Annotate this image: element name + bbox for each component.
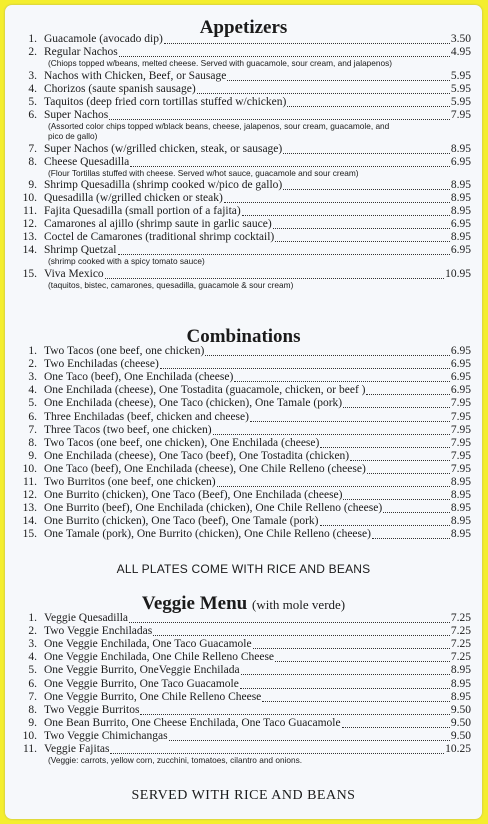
list-item: [17, 612, 471, 625]
item-name: Two Veggie Enchiladas: [44, 625, 153, 638]
item-number: 10.: [22, 729, 37, 742]
list-item: [17, 371, 471, 384]
item-price: 8.95: [450, 489, 471, 502]
item-price: 8.95: [450, 502, 471, 515]
dot-leader: [241, 664, 450, 675]
item-price: 9.50: [450, 716, 471, 729]
dot-leader: [372, 528, 450, 539]
item-description: (Chiops topped w/beans, melted cheese. Served with guacamole, sour cream, and jalapenos): [48, 58, 393, 68]
item-number: 7.: [28, 142, 37, 155]
item-price: 7.95: [450, 410, 471, 423]
item-number: 6.: [28, 677, 37, 690]
item-price: 10.25: [445, 743, 471, 755]
list-item: [17, 515, 471, 528]
item-name: Two Veggie Chimichangas: [44, 729, 168, 742]
item-number: 5.: [28, 397, 37, 410]
item-number: 11.: [23, 205, 37, 217]
item-price: 8.95: [450, 192, 471, 204]
item-price: 5.95: [450, 95, 471, 108]
list-item: [17, 384, 471, 397]
item-line: [44, 704, 471, 717]
item-description: (Assorted color chips topped w/black beans, cheese, jalapenos, sour cream, guacamole, and: [48, 120, 390, 131]
item-description: (Flour Tortillas stuffed with cheese. Served w/hot sauce, guacamole and sour cream): [48, 167, 359, 178]
item-line: [44, 358, 471, 371]
item-line: [44, 638, 471, 651]
item-price: 7.25: [450, 625, 471, 638]
dot-leader: [342, 717, 450, 728]
item-name: Super Nachos (w/grilled chicken, steak, or sausage): [44, 142, 283, 155]
item-name: One Burrito (chicken), One Taco (Beef), One Enchilada (cheese): [44, 489, 343, 502]
dot-leader: [275, 651, 450, 662]
list-item: [17, 489, 471, 502]
item-price: 8.95: [450, 476, 471, 488]
dot-leader: [366, 384, 449, 395]
list-item: [17, 463, 471, 476]
item-number: 7.: [28, 423, 37, 436]
item-line: [44, 345, 471, 358]
item-name: Nachos with Chicken, Beef, or Sausage: [44, 69, 227, 82]
item-line: [44, 231, 471, 244]
item-description: (shrimp cooked with a spicy tomato sauce): [48, 256, 205, 266]
item-number: 4.: [28, 651, 37, 664]
list-item: [17, 651, 471, 664]
item-number: 3.: [28, 638, 37, 651]
item-name: One Tamale (pork), One Burrito (chicken), One Chile Relleno (cheese): [44, 528, 371, 541]
item-line: [44, 651, 471, 664]
item-number: 11.: [23, 476, 37, 488]
item-line: [44, 179, 471, 192]
item-name: Camarones al ajillo (shrimp saute in garlic sauce): [44, 218, 272, 230]
list-item: [17, 691, 471, 704]
item-name: Quesadilla (w/grilled chicken or steak): [44, 192, 223, 204]
item-line: [44, 70, 471, 83]
item-number: 5.: [28, 95, 37, 108]
item-price: 7.25: [450, 651, 471, 664]
item-price: 6.95: [450, 345, 471, 357]
item-name: One Bean Burrito, One Cheese Enchilada, One Taco Guacamole: [44, 716, 341, 729]
item-line: [44, 463, 471, 476]
item-line: [44, 143, 471, 156]
item-name: One Veggie Enchilada, One Taco Guacamole: [44, 638, 252, 651]
list-item: [17, 218, 471, 231]
item-number: 3.: [28, 69, 37, 82]
item-price: 7.95: [450, 397, 471, 410]
footer-note: SERVED WITH RICE AND BEANS: [131, 788, 356, 803]
item-line: [44, 450, 471, 463]
item-line: [44, 411, 471, 424]
dot-leader: [250, 411, 450, 422]
list-item: [17, 743, 471, 756]
list-item: [17, 411, 471, 424]
appetizers-title: Appetizers: [199, 17, 288, 38]
item-name: Three Enchiladas (beef, chicken and cheese): [44, 410, 249, 423]
dot-leader: [217, 476, 450, 487]
item-price: 8.95: [450, 664, 471, 677]
item-price: 9.50: [450, 703, 471, 716]
item-line: [44, 476, 471, 489]
list-item: [17, 179, 471, 192]
item-line: [44, 489, 471, 502]
item-name: Veggie Fajitas: [44, 743, 110, 755]
item-price: 6.95: [450, 218, 471, 230]
item-price: 7.25: [450, 638, 471, 651]
item-price: 8.95: [450, 690, 471, 703]
item-price: 6.95: [450, 155, 471, 168]
plates-note: ALL PLATES COME WITH RICE AND BEANS: [116, 562, 371, 576]
item-name: One Enchilada (cheese), One Taco (beef), One Tostadita (chicken): [44, 449, 350, 462]
item-line: [44, 397, 471, 410]
item-name: One Taco (beef), One Enchilada (cheese), One Chile Relleno (cheese): [44, 462, 366, 475]
item-name: Shrimp Quesadilla (shrimp cooked w/pico de gallo): [44, 179, 283, 191]
item-number: 3.: [28, 371, 37, 384]
dot-leader: [213, 424, 450, 435]
dot-leader: [205, 345, 449, 356]
item-price: 9.50: [450, 729, 471, 742]
item-number: 5.: [28, 664, 37, 677]
item-line: [44, 678, 471, 691]
item-price: 8.95: [450, 528, 471, 541]
dot-leader: [169, 730, 450, 741]
menu-card: [5, 5, 482, 819]
dot-leader: [109, 109, 450, 120]
item-line: [44, 515, 471, 528]
list-item: [17, 358, 471, 371]
item-price: 8.95: [450, 142, 471, 155]
item-name: One Enchilada (cheese), One Taco (chicken), One Tamale (pork): [44, 397, 343, 410]
list-item: [17, 664, 471, 677]
dot-leader: [105, 268, 444, 279]
list-item: [17, 717, 471, 730]
dot-leader: [197, 83, 450, 94]
item-number: 6.: [28, 108, 37, 121]
item-price: 6.95: [450, 358, 471, 371]
list-item: [17, 33, 471, 46]
dot-leader: [287, 96, 450, 107]
item-name: Guacamole (avocado dip): [44, 33, 163, 45]
item-line: [44, 83, 471, 96]
item-price: 7.95: [450, 449, 471, 462]
dot-leader: [118, 244, 450, 255]
list-item: [17, 625, 471, 638]
item-number: 9.: [28, 449, 37, 462]
item-name: Taquitos (deep fried corn tortillas stuffed w/chicken): [44, 95, 287, 108]
item-name: Fajita Quesadilla (small portion of a fajita): [44, 205, 241, 217]
list-item: [17, 678, 471, 691]
item-line: [44, 625, 471, 638]
item-name: One Burrito (chicken), One Taco (beef), One Tamale (pork): [44, 515, 319, 528]
item-number: 13.: [22, 231, 37, 243]
item-line: [44, 502, 471, 515]
list-item: [17, 424, 471, 437]
item-line: [44, 691, 471, 704]
dot-leader: [253, 638, 450, 649]
item-number: 10.: [22, 462, 37, 475]
dot-leader: [164, 33, 450, 44]
dot-leader: [283, 179, 450, 190]
item-price: 7.95: [450, 108, 471, 121]
item-name: Three Tacos (two beef, one chicken): [44, 423, 212, 436]
dot-leader: [160, 358, 450, 369]
item-name: Two Tacos (one beef, one chicken), One Enchilada (cheese): [44, 436, 320, 449]
list-item: [17, 638, 471, 651]
item-line: [44, 192, 471, 205]
item-name: One Enchilada (cheese), One Tostadita (guacamole, chicken, or beef ): [44, 384, 366, 397]
list-item: [17, 345, 471, 358]
list-item: [17, 192, 471, 205]
item-price: 7.25: [450, 612, 471, 624]
item-description: pico de gallo): [48, 131, 98, 141]
item-number: 2.: [28, 625, 37, 638]
item-price: 7.95: [450, 423, 471, 436]
list-item: [17, 143, 471, 156]
item-price: 6.95: [450, 371, 471, 384]
item-name: Coctel de Camarones (traditional shrimp cocktail): [44, 231, 275, 243]
dot-leader: [343, 397, 450, 408]
item-number: 7.: [28, 690, 37, 703]
dot-leader: [240, 678, 450, 689]
item-price: 3.50: [450, 33, 471, 45]
item-line: [44, 717, 471, 730]
item-price: 7.95: [450, 462, 471, 475]
item-number: 6.: [28, 410, 37, 423]
item-price: 6.95: [450, 244, 471, 256]
item-name: Two Veggie Burritos: [44, 703, 140, 716]
item-price: 10.95: [445, 267, 471, 280]
item-number: 2.: [28, 358, 37, 371]
item-line: [44, 743, 471, 756]
item-name: Veggie Quesadilla: [44, 612, 128, 624]
item-price: 6.95: [450, 384, 471, 397]
dot-leader: [275, 231, 450, 242]
item-number: 1.: [28, 345, 37, 357]
item-name: One Burrito (beef), One Enchilada (chicken), One Chile Relleno (cheese): [44, 502, 383, 515]
item-name: One Veggie Burrito, OneVeggie Enchilada: [44, 664, 240, 677]
item-number: 8.: [28, 703, 37, 716]
item-price: 8.95: [450, 205, 471, 217]
item-name: Super Nachos: [44, 108, 109, 121]
item-price: 8.95: [450, 231, 471, 243]
item-name: One Veggie Enchilada, One Chile Relleno Cheese: [44, 651, 275, 664]
veggie-subtitle: (with mole verde): [251, 597, 346, 612]
item-name: Chorizos (saute spanish sausage): [44, 82, 196, 95]
item-number: 8.: [28, 155, 37, 168]
dot-leader: [383, 502, 450, 513]
dot-leader: [119, 46, 450, 57]
list-item: [17, 70, 471, 83]
item-name: One Taco (beef), One Enchilada (cheese): [44, 371, 234, 384]
item-number: 4.: [28, 82, 37, 95]
item-line: [44, 371, 471, 384]
item-name: Shrimp Quetzal: [44, 244, 117, 256]
item-number: 15.: [22, 267, 37, 280]
dot-leader: [224, 192, 450, 203]
item-number: 1.: [28, 612, 37, 624]
item-number: 11.: [23, 743, 37, 755]
item-name: Two Enchiladas (cheese): [44, 358, 159, 371]
combinations-title: Combinations: [186, 326, 301, 347]
dot-leader: [129, 612, 450, 623]
dot-leader: [227, 70, 450, 81]
item-description: (Veggie: carrots, yellow corn, zucchini, tomatoes, cilantro and onions.: [48, 755, 303, 766]
item-line: [44, 33, 471, 46]
dot-leader: [110, 743, 444, 754]
item-name: One Veggie Burrito, One Taco Guacamole: [44, 677, 239, 690]
item-name: Two Tacos (one beef, one chicken): [44, 345, 205, 357]
item-number: 4.: [28, 384, 37, 397]
list-item: [17, 205, 471, 218]
item-line: [44, 612, 471, 625]
dot-leader: [273, 218, 450, 229]
item-price: 7.95: [450, 436, 471, 449]
item-line: [44, 96, 471, 109]
list-item: [17, 502, 471, 515]
dot-leader: [242, 205, 450, 216]
item-number: 12.: [22, 218, 37, 230]
item-number: 14.: [22, 515, 37, 528]
item-number: 13.: [22, 502, 37, 515]
list-item: [17, 231, 471, 244]
item-price: 8.95: [450, 515, 471, 528]
list-item: [17, 450, 471, 463]
item-price: 5.95: [450, 69, 471, 82]
item-price: 8.95: [450, 179, 471, 191]
list-item: [17, 528, 471, 541]
dot-leader: [320, 515, 450, 526]
list-item: [17, 83, 471, 96]
item-number: 15.: [22, 528, 37, 541]
dot-leader: [130, 156, 450, 167]
item-line: [44, 730, 471, 743]
dot-leader: [367, 463, 450, 474]
list-item: [17, 704, 471, 717]
dot-leader: [140, 704, 449, 715]
item-number: 14.: [22, 244, 37, 256]
list-item: [17, 96, 471, 109]
item-line: [44, 437, 471, 450]
veggie-title: Veggie Menu: [141, 593, 248, 614]
dot-leader: [320, 437, 450, 448]
item-number: 2.: [28, 46, 37, 58]
item-line: [44, 384, 471, 397]
list-item: [17, 397, 471, 410]
item-name: Regular Nachos: [44, 46, 118, 58]
item-price: 4.95: [450, 46, 471, 58]
item-number: 10.: [22, 192, 37, 204]
item-number: 8.: [28, 436, 37, 449]
item-number: 1.: [28, 33, 37, 45]
item-line: [44, 205, 471, 218]
list-item: [17, 730, 471, 743]
dot-leader: [350, 450, 450, 461]
item-name: Cheese Quesadilla: [44, 155, 130, 168]
dot-leader: [343, 489, 449, 500]
item-description: (taquitos, bistec, camarones, quesadilla, guacamole & sour cream): [48, 279, 294, 290]
list-item: [17, 476, 471, 489]
dot-leader: [234, 371, 450, 382]
item-price: 5.95: [450, 82, 471, 95]
item-number: 9.: [28, 179, 37, 191]
dot-leader: [262, 691, 450, 702]
item-number: 9.: [28, 716, 37, 729]
item-name: One Veggie Burrito, One Chile Relleno Cheese: [44, 690, 262, 703]
item-line: [44, 528, 471, 541]
item-line: [44, 664, 471, 677]
item-line: [44, 424, 471, 437]
item-name: Two Burritos (one beef, one chicken): [44, 476, 216, 488]
dot-leader: [283, 143, 450, 154]
item-price: 8.95: [450, 677, 471, 690]
item-line: [44, 218, 471, 231]
item-number: 12.: [22, 489, 37, 502]
item-name: Viva Mexico: [44, 267, 104, 280]
list-item: [17, 437, 471, 450]
dot-leader: [153, 625, 450, 636]
